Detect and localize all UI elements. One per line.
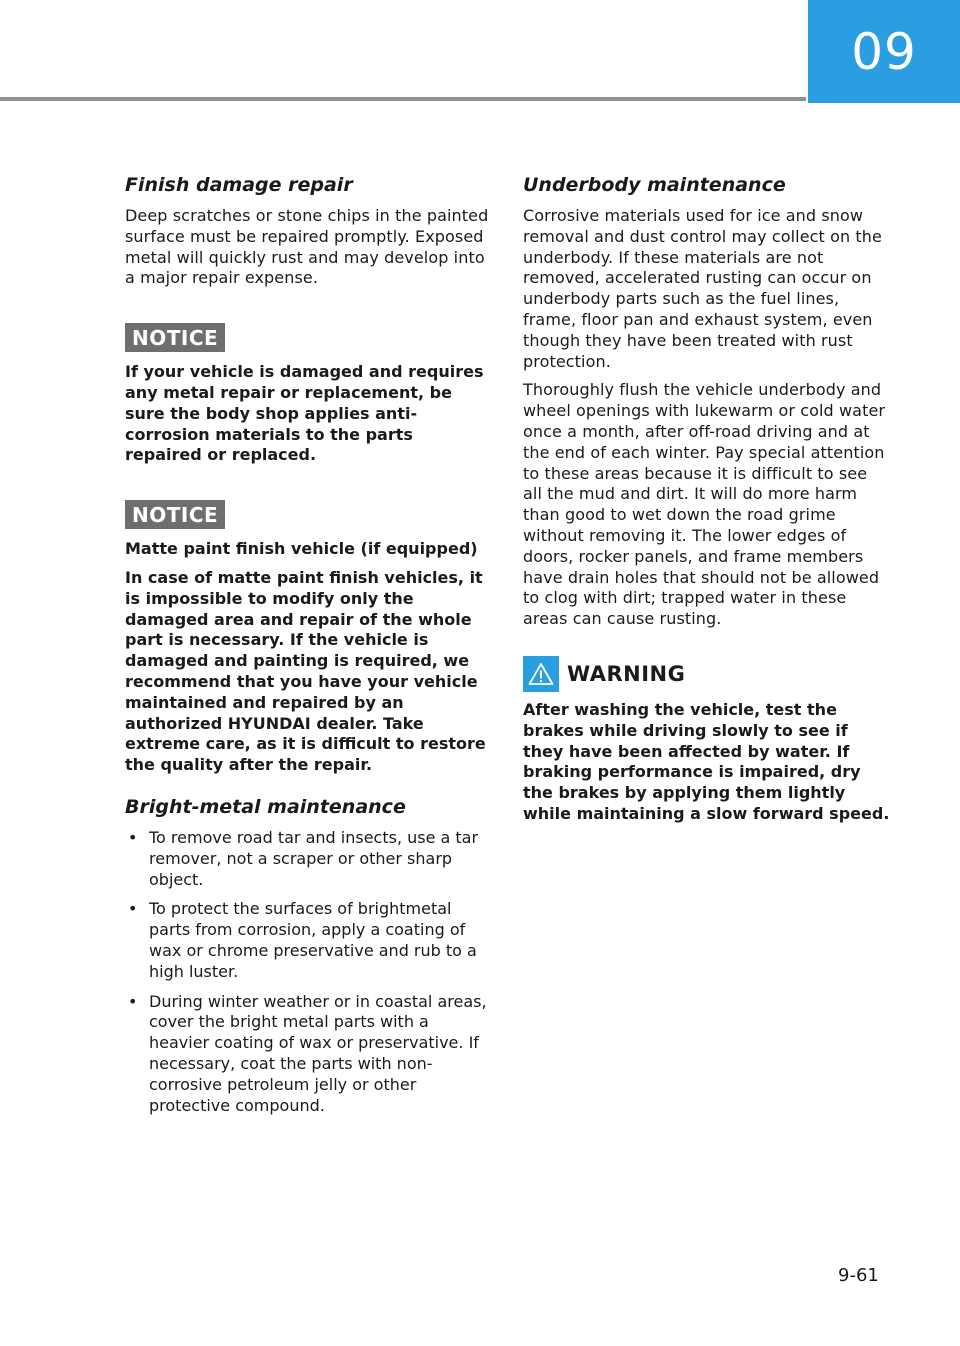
notice-label: NOTICE (125, 500, 225, 529)
underbody-para-1: Corrosive materials used for ice and snow removal and dust control may collect on the underbody. If these materials are not removed, accelerated rusting can occur on underbody parts such as the fuel lines, frame, floor pan and exhaust system, even though they have been treated with rust protection. (523, 206, 882, 371)
list-item-text: During winter weather or in coastal areas, cover the bright metal parts with a heavier coating of wax or preservative. If necessary, coat the parts with non-corrosive petroleum jelly or other protective compound. (149, 991, 487, 1115)
list-item (125, 899, 493, 982)
list-item (125, 828, 493, 890)
list-item-text: To protect the surfaces of brightmetal parts from corrosion, apply a coating of wax or chrome preservative and rub to a high luster. (149, 899, 477, 981)
warning-label: WARNING (567, 661, 686, 686)
notice-text: If your vehicle is damaged and requires any metal repair or replacement, be sure the body shop applies anti-corrosion materials to the parts repaired or replaced. (125, 362, 484, 465)
right-column (523, 172, 891, 833)
chapter-tab: 09 (808, 0, 960, 103)
underbody-heading: Underbody maintenance (523, 174, 786, 196)
matte-notice-text: In case of matte paint finish vehicles, it is impossible to modify only the damaged area and repair of the whole part is necessary. If the vehicle is damaged and painting is required, we recommend that you have your vehicle maintained and repaired by an authorized HYUNDAI dealer. Take extreme care, as it is difficult to restore the quality after the repair. (125, 567, 486, 775)
bullet-icon: • (128, 899, 138, 919)
bright-metal-list (125, 828, 493, 1116)
page-number: 9-61 (838, 1265, 879, 1286)
matte-notice-title: Matte paint finish vehicle (if equipped) (125, 539, 478, 559)
notice-label: NOTICE (125, 323, 225, 352)
warning-header (523, 656, 891, 692)
bullet-icon: • (128, 991, 138, 1011)
list-item-text: To remove road tar and insects, use a tar remover, not a scraper or other sharp object. (149, 827, 479, 889)
bright-metal-heading: Bright-metal maintenance (125, 795, 406, 818)
left-column (125, 172, 493, 1125)
bullet-icon: • (128, 827, 138, 847)
finish-damage-heading: Finish damage repair (125, 174, 353, 196)
warning-triangle-icon (523, 656, 559, 692)
warning-text: After washing the vehicle, test the brakes while driving slowly to see if they have been affected by water. If braking performance is impaired, dry the brakes by applying them lightly while maintaining a slow forward speed. (523, 699, 890, 823)
list-item (125, 992, 493, 1117)
underbody-para-2: Thoroughly flush the vehicle underbody and wheel openings with lukewarm or cold water once a month, after off-road driving and at the end of each winter. Pay special attention to these areas because it is difficult to see all the mud and dirt. It will do more harm than good to wet down the road grime without removing it. The lower edges of doors, rocker panels, and frame members have drain holes that should not be allowed to clog with dirt; trapped water in these areas can cause rusting. (523, 380, 886, 629)
header-rule (0, 97, 806, 101)
finish-damage-body: Deep scratches or stone chips in the painted surface must be repaired promptly. Exposed metal will quickly rust and may develop into a major repair expense. (125, 206, 489, 288)
